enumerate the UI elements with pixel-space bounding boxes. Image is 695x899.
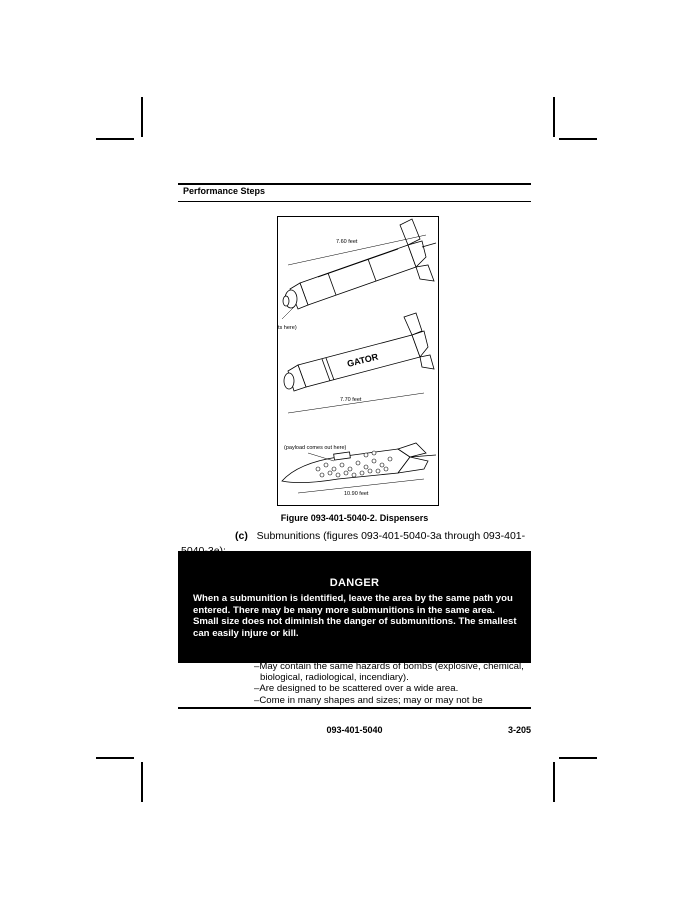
danger-text: When a submunition is identified, leave the area by the same path you entered. There may be many more submunitions in the same area. Small size does not diminish the danger of submunitions. The smallest can easily injure or kill.	[193, 593, 517, 639]
section-heading: Performance Steps	[183, 186, 266, 196]
bullet-item: –Come in many shapes and sizes; may or may not be	[254, 694, 483, 706]
gator-marking: GATOR	[346, 351, 380, 369]
dispenser-middle	[284, 313, 434, 391]
crop-mark-top-right-horizontal	[559, 138, 597, 140]
crop-mark-top-left-vertical	[141, 97, 143, 137]
crop-mark-top-left-horizontal	[96, 138, 134, 140]
middle-length-label: 7.70 feet	[340, 397, 362, 403]
footer-doc-code: 093-401-5040	[326, 725, 383, 735]
bottom-length-label: 10.90 feet	[344, 491, 369, 497]
danger-title: DANGER	[329, 577, 380, 589]
bullet-item: –Are designed to be scattered over a wide area.	[254, 683, 459, 695]
crop-mark-top-right-vertical	[553, 97, 555, 137]
side-note-label: ts here)	[278, 325, 297, 331]
paragraph-text: Submunitions (figures 093-401-5040-3a through 093-401-	[256, 530, 526, 542]
leader-line-side	[282, 307, 294, 319]
danger-box	[178, 551, 531, 663]
dispenser-figure	[277, 216, 439, 506]
header-rule-bottom	[178, 201, 531, 202]
footer-rule	[178, 707, 531, 709]
crop-mark-bottom-right-vertical	[553, 762, 555, 802]
dimension-line-middle	[288, 393, 424, 413]
paragraph-label: (c)	[235, 530, 248, 542]
payload-leader-line	[308, 453, 334, 461]
footer-page-number: 3-205	[507, 725, 531, 735]
header-rule-top	[178, 183, 531, 185]
crop-mark-bottom-left-vertical	[141, 762, 143, 802]
dispenser-illustration	[278, 217, 438, 505]
figure-caption: Figure 093-401-5040-2. Dispensers	[280, 513, 429, 523]
crop-mark-bottom-left-horizontal	[96, 757, 134, 759]
payload-note-label: (payload comes out here)	[284, 445, 347, 451]
top-length-label: 7.60 feet	[336, 239, 358, 245]
dispenser-top	[283, 219, 436, 309]
crop-mark-bottom-right-horizontal	[559, 757, 597, 759]
bullet-list	[254, 661, 526, 706]
bullet-item: –May contain the same hazards of bombs (explosive, chemical, biological, radiological, incendiary).	[254, 661, 524, 684]
